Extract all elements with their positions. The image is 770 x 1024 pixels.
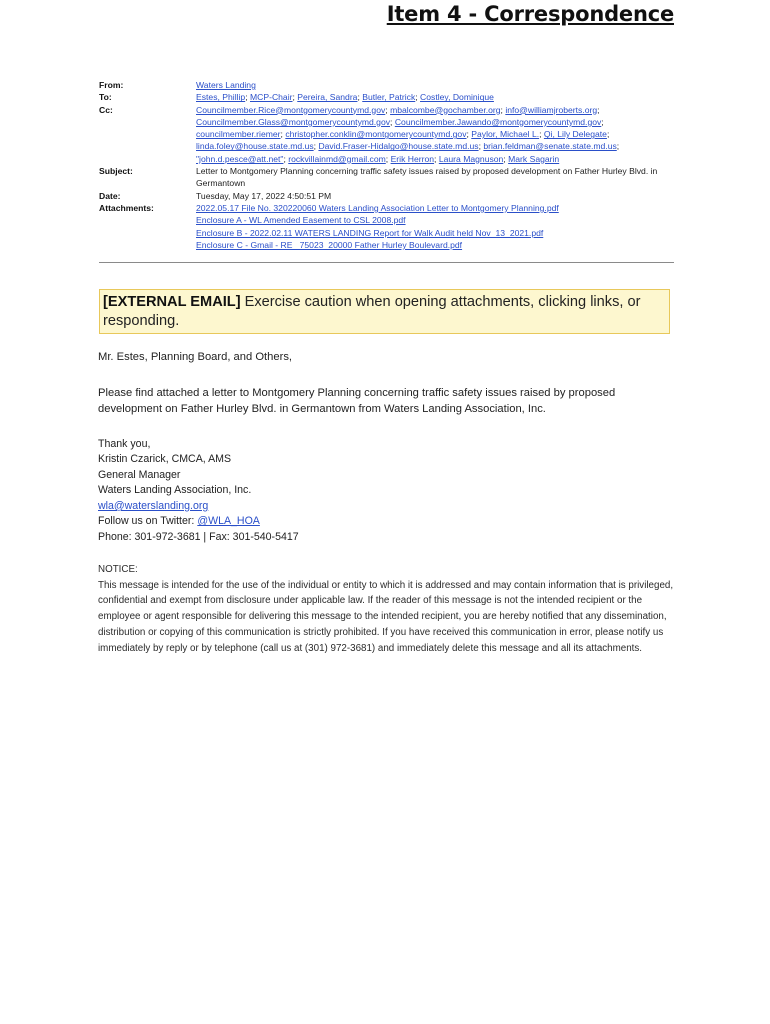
cc-row	[99, 104, 674, 165]
to-recipients	[196, 91, 674, 103]
banner-text: Exercise caution when opening attachments, clicking links, or responding.	[103, 294, 641, 329]
attachments-label: Attachments:	[99, 202, 154, 213]
twitter-link[interactable]: @WLA_HOA	[197, 515, 260, 528]
recipient-link[interactable]: Estes, Phillip	[196, 92, 246, 103]
cc-recipient-link[interactable]: Erik Herron	[390, 153, 435, 164]
email-header	[99, 79, 674, 251]
list-separator: ;	[500, 104, 506, 115]
cc-label: Cc:	[99, 104, 113, 115]
recipient-link[interactable]: Costley, Dominique	[420, 92, 494, 103]
attachments-list	[196, 202, 674, 251]
notice-heading: NOTICE:	[98, 563, 138, 575]
attachment-link[interactable]: Enclosure A - WL Amended Easement to CSL 2008.pdf	[196, 215, 406, 226]
recipient-link[interactable]: Pereira, Sandra	[297, 92, 358, 103]
cc-recipient-link[interactable]: Qi, Lily Delegate	[543, 129, 607, 140]
signature-email-link[interactable]: wla@waterslanding.org	[98, 499, 209, 512]
signature-name: Kristin Czarick, CMCA, AMS	[98, 453, 232, 466]
page-title: Item 4 - Correspondence	[386, 2, 674, 26]
list-separator: ;	[245, 92, 250, 103]
list-separator: ;	[280, 129, 286, 140]
attachments-row	[99, 202, 674, 251]
header-divider	[99, 262, 674, 263]
subject-value: Letter to Montgomery Planning concerning traffic safety issues raised by proposed development on Father Hurley Blvd. in Germantown	[196, 166, 658, 189]
list-separator: ;	[385, 104, 391, 115]
greeting: Mr. Estes, Planning Board, and Others,	[98, 351, 293, 363]
cc-recipient-link[interactable]: christopher.conklin@montgomerycountymd.gov	[285, 129, 467, 140]
cc-recipient-link[interactable]: rockvillainmd@gmail.com	[288, 153, 386, 164]
cc-recipients	[196, 104, 674, 165]
recipient-link[interactable]: Butler, Patrick	[362, 92, 416, 103]
list-separator: ;	[466, 129, 472, 140]
list-separator: ;	[385, 153, 391, 164]
list-separator: ;	[434, 153, 439, 164]
cc-recipient-link[interactable]: Paylor, Michael L.	[471, 129, 540, 140]
recipient-link[interactable]: MCP-Chair	[249, 92, 293, 103]
list-separator: ;	[292, 92, 298, 103]
cc-recipient-link[interactable]: councilmember.riemer	[196, 129, 281, 140]
list-separator: ;	[357, 92, 363, 103]
cc-recipient-link[interactable]: Councilmember.Rice@montgomerycountymd.gov	[196, 104, 386, 115]
cc-recipient-link[interactable]: "john.d.pesce@att.net"	[196, 153, 284, 164]
subject-label: Subject:	[99, 166, 133, 177]
date-label: Date:	[99, 190, 121, 201]
from-row	[99, 79, 674, 91]
email-body	[98, 349, 678, 657]
cc-recipient-link[interactable]: Laura Magnuson	[438, 153, 504, 164]
cc-recipient-link[interactable]: brian.feldman@senate.state.md.us	[483, 141, 617, 152]
list-separator: ;	[597, 104, 600, 115]
list-separator: ;	[283, 153, 289, 164]
list-separator: ;	[415, 92, 421, 103]
twitter-prefix: Follow us on Twitter:	[98, 515, 198, 528]
list-separator: ;	[503, 153, 509, 164]
external-email-banner	[99, 289, 670, 334]
list-separator: ;	[390, 116, 395, 127]
from-label: From:	[99, 80, 124, 90]
date-value: Tuesday, May 17, 2022 4:50:51 PM	[196, 190, 332, 201]
list-separator: ;	[616, 141, 620, 152]
list-separator: ;	[601, 116, 604, 127]
from-link[interactable]: Waters Landing	[196, 80, 256, 90]
cc-recipient-link[interactable]: Mark Sagarin	[508, 153, 560, 164]
list-separator: ;	[606, 129, 610, 140]
signature-phone: Phone: 301-972-3681 | Fax: 301-540-5417	[98, 531, 299, 544]
cc-recipient-link[interactable]: linda.foley@house.state.md.us	[196, 141, 314, 152]
banner-strong: [EXTERNAL EMAIL]	[103, 294, 241, 310]
date-row	[99, 190, 674, 202]
notice-text: This message is intended for the use of the individual or entity to which it is addressed and may contain information that is privileged, confidential and exempt from disclosure under applicable law. If the reader of this message is not the intended recipient or the employee or agent responsible for delivering this message to the intended recipient, you are hereby notified that any dissemination, distribution or copying of this communication is strictly prohibited. If you have received this communication in error, please notify us immediately by reply or by telephone (call us at (301) 972-3681) and immediately delete this message and all its attachments.	[98, 579, 674, 655]
to-label: To:	[99, 92, 112, 103]
cc-recipient-link[interactable]: Councilmember.Jawando@montgomerycountymd.gov	[394, 116, 602, 127]
signature	[98, 437, 678, 546]
to-row	[99, 91, 674, 103]
subject-row	[99, 165, 674, 190]
attachment-link[interactable]: Enclosure B - 2022.02.11 WATERS LANDING Report for Walk Audit held Nov_13_2021.pdf	[196, 227, 544, 238]
list-separator: ;	[313, 141, 319, 152]
notice	[98, 562, 678, 657]
cc-recipient-link[interactable]: info@williamjroberts.org	[505, 104, 598, 115]
cc-recipient-link[interactable]: mbalcombe@gochamber.org	[390, 104, 501, 115]
attachment-link[interactable]: Enclosure C - Gmail - RE_ 75023_20000 Father Hurley Boulevard.pdf	[196, 239, 463, 250]
cc-recipient-link[interactable]: David.Fraser-Hidalgo@house.state.md.us	[318, 141, 479, 152]
attachment-link[interactable]: 2022.05.17 File No. 320220060 Waters Landing Association Letter to Montgomery Planning.pdf	[196, 202, 559, 213]
signature-role: General Manager	[98, 468, 181, 481]
list-separator: ;	[478, 141, 484, 152]
body-paragraph: Please find attached a letter to Montgomery Planning concerning traffic safety issues raised by proposed development on Father Hurley Blvd. in Germantown from Waters Landing Association, Inc.	[98, 386, 616, 415]
signature-thanks: Thank you,	[98, 437, 151, 450]
signature-org: Waters Landing Association, Inc.	[98, 484, 252, 497]
list-separator: ;	[539, 129, 544, 140]
cc-recipient-link[interactable]: Councilmember.Glass@montgomerycountymd.gov	[196, 116, 391, 127]
